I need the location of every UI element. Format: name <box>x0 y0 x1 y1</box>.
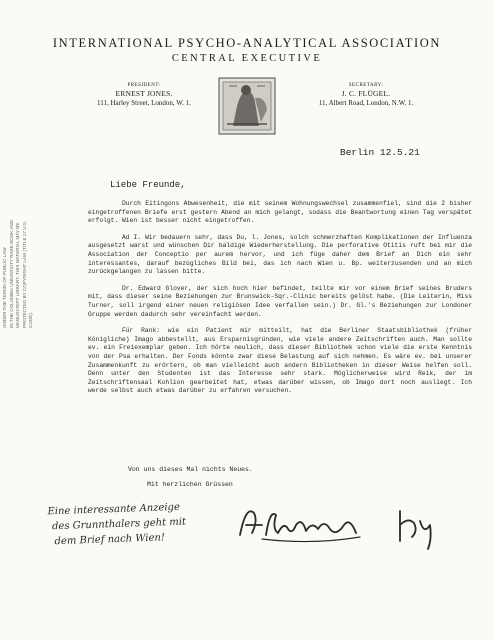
handwritten-note-line: dem Brief nach Wien! <box>54 532 166 548</box>
president-role: PRESIDENT: <box>127 83 161 88</box>
handwritten-signature <box>232 495 462 555</box>
handwritten-note <box>47 500 187 550</box>
body-paragraph: Für Rank: wie ein Patient mir mitteilt, hat die Berliner Staatsbibliothek (früher Königliche) Imago abbestellt, aus Ersparnisgründen, wie viele andere Zeitschriften auch. Man sollte ev. ein Freiexemplar geben. Ich hörte neulich, dass dieser Bibliothek schon viele die erste Kenntnis von der Psa erhalten. Der Fonds könnte zwar diese Belastung auf sich nehmen. Es wäre ev. bei unserer Zusammenkunft zu erörtern, ob man vielleicht auch andern Bibliotheken in dieser Weise helfen soll. Denn unter den Studenten ist das Interesse sehr stark. Möglicherweise wird Reik, der im Zeitschriftensaal Kohlion gearbeitet hat, etwas darüber wissen, ob Imago dort noch ausliegt. Ich werde selbst auch etwas darüber zu erfahren versuchen. <box>88 327 472 395</box>
letterhead-title: INTERNATIONAL PSYCHO-ANALYTICAL ASSOCIATION <box>52 36 442 50</box>
letter-body <box>88 200 472 404</box>
greeting-line: Mit herzlichen Grüssen <box>147 481 233 488</box>
secretary-name: J. C. FLÜGEL. <box>341 89 391 98</box>
secretary-role: SECRETARY: <box>348 83 384 88</box>
copyright-line: IN THE COLUMBIA UNIVERSITY RARE BOOK AND <box>8 219 14 328</box>
closing-line: Von uns dieses Mal nichts Neues. <box>128 466 253 473</box>
letter-date: Berlin 12.5.21 <box>340 147 420 158</box>
handwritten-note-line: Eine interessante Anzeige <box>47 501 181 518</box>
body-paragraph: Dr. Edward Glover, der sich hoch hier befindet, teilte mir vor einem Brief seines Bruders mit, dass dieser seine Beziehungen zur Brunswick-Sqr.-Clinic bereits gelöst habe. (Die Leiterin, Miss Turner, soll irgend einer neuen religiösen Idee verfallen sein.) Dr. Gl.'s Beziehungen zur Londoner Gruppe werden dadurch sehr vereinfacht werden. <box>88 284 472 318</box>
copyright-line: MANUSCRIPT LIBRARY. THIS MATERIAL MAY BE <box>15 222 20 328</box>
handwritten-note-line: des Grunnthalers geht mit <box>51 516 187 533</box>
copyright-line: UNDER THE TERMS OF PUBLIC LAW <box>2 247 7 328</box>
secretary-address: 11, Albert Road, London, N.W. 1. <box>318 99 414 107</box>
president-block <box>84 83 204 107</box>
body-paragraph: Ad I. Wir bedauern sehr, dass Du, l. Jones, solch schmerzhaften Komplikationen der Influenza ausgesetzt warst und wünschen Dir baldige Wiederherstellung. Die perforative Otitis ruft bei mir die Association der Conceptio per aurem hervor, und ich füge daher dem Brief an Dich ein sehr interessantes, darauf bezügliches Bild bei, das ich nach Wien u. Bp. weiterzusenden und an mich zurückgelangen zu lassen bitte. <box>88 233 472 276</box>
body-paragraph: Durch Eitingons Abwesenheit, die mit seinem Wohnungswechsel zusammenfiel, sind die 2 bisher eingetroffenen Briefe erst gestern Abend an mich gelangt, sodass die Beantwortung einen Tag verspätet erfolgt. Wien ist besser nicht eingetroffen. <box>88 200 472 225</box>
copyright-line: PROTECTED BY COPYRIGHT LAW (TITLE 17 U.S. <box>21 220 27 328</box>
salutation: Liebe Freunde, <box>110 180 186 190</box>
president-name: ERNEST JONES. <box>115 89 173 98</box>
copyright-line: CODE). <box>28 311 33 328</box>
copyright-notice <box>2 158 42 328</box>
secretary-block <box>306 83 426 107</box>
association-seal-emblem <box>215 76 279 136</box>
letterhead-subtitle: CENTRAL EXECUTIVE <box>171 53 323 64</box>
president-address: 111, Harley Street, London, W. 1. <box>97 99 191 107</box>
